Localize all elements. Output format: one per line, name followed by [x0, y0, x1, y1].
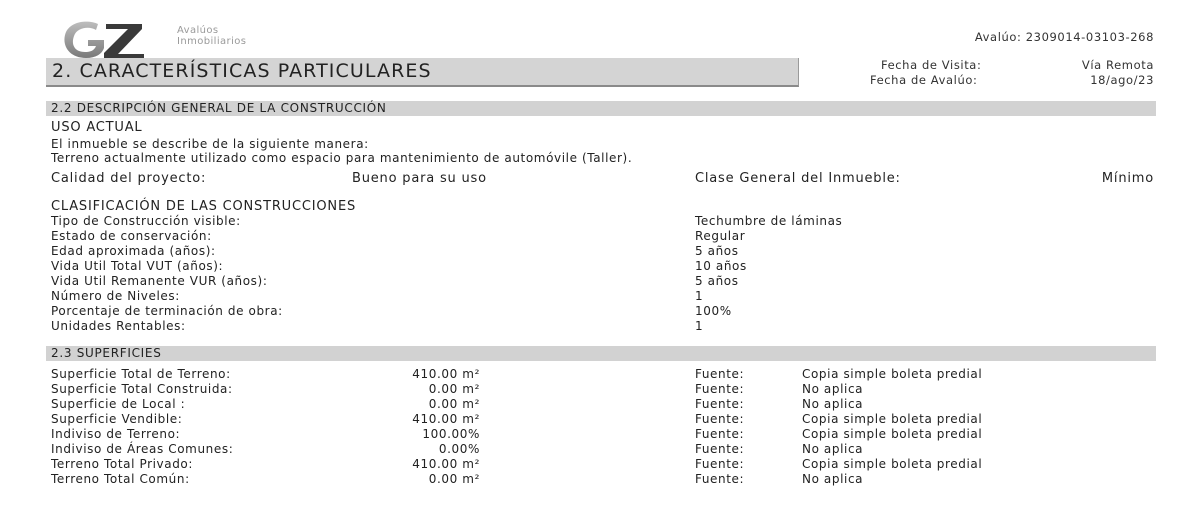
clasificacion-value: 1 — [695, 289, 704, 303]
fecha-avaluo-label: Fecha de Avalúo: — [870, 73, 978, 87]
superficie-label: Indiviso de Terreno: — [51, 427, 181, 441]
superficie-value: 410.00 m² — [412, 457, 480, 471]
clasificacion-label: Vida Util Total VUT (años): — [51, 259, 224, 273]
clasificacion-label: Unidades Rentables: — [51, 319, 186, 333]
superficie-label: Superficie de Local : — [51, 397, 186, 411]
logo-subtitle: Avalúos Inmobiliarios — [177, 25, 247, 47]
fuente-label: Fuente: — [695, 397, 745, 411]
superficie-label: Superficie Total Construida: — [51, 382, 233, 396]
clasificacion-value: Regular — [695, 229, 746, 243]
company-logo — [62, 18, 172, 60]
fecha-avaluo-value: 18/ago/23 — [1090, 73, 1154, 87]
fuente-value: No aplica — [802, 397, 864, 411]
clasificacion-label: Tipo de Construcción visible: — [51, 214, 241, 228]
superficie-value: 100.00% — [422, 427, 480, 441]
superficie-value: 410.00 m² — [412, 412, 480, 426]
fuente-label: Fuente: — [695, 367, 745, 381]
clasificacion-label: Estado de conservación: — [51, 229, 212, 243]
descripcion-line-2: Terreno actualmente utilizado como espacio para mantenimiento de automóvile (Taller). — [51, 151, 633, 165]
superficies-heading: 2.3 SUPERFICIES — [51, 346, 162, 360]
calidad-label: Calidad del proyecto: — [51, 171, 207, 186]
clasificacion-label: Porcentaje de terminación de obra: — [51, 304, 283, 318]
fuente-value: Copia simple boleta predial — [802, 367, 983, 381]
fuente-value: No aplica — [802, 442, 864, 456]
fuente-label: Fuente: — [695, 412, 745, 426]
fuente-value: Copia simple boleta predial — [802, 412, 983, 426]
superficie-value: 0.00 m² — [428, 472, 480, 486]
superficies-band — [46, 346, 1156, 361]
clasificacion-value: 100% — [695, 304, 732, 318]
clasificacion-value: Techumbre de láminas — [695, 214, 843, 228]
clasificacion-value: 5 años — [695, 244, 739, 258]
clasificacion-value: 1 — [695, 319, 704, 333]
superficie-label: Terreno Total Común: — [51, 472, 190, 486]
fuente-value: Copia simple boleta predial — [802, 457, 983, 471]
fuente-value: No aplica — [802, 472, 864, 486]
descripcion-heading: 2.2 DESCRIPCIÓN GENERAL DE LA CONSTRUCCIÓN — [51, 101, 387, 115]
superficie-label: Terreno Total Privado: — [51, 457, 194, 471]
clase-label: Clase General del Inmueble: — [695, 171, 901, 186]
clasificacion-label: Edad aproximada (años): — [51, 244, 216, 258]
fuente-value: Copia simple boleta predial — [802, 427, 983, 441]
fecha-visita-value: Vía Remota — [1081, 58, 1154, 72]
clasificacion-heading: CLASIFICACIÓN DE LAS CONSTRUCCIONES — [51, 199, 357, 214]
superficie-label: Superficie Vendible: — [51, 412, 183, 426]
fuente-label: Fuente: — [695, 427, 745, 441]
descripcion-line-1: El inmueble se describe de la siguiente manera: — [51, 137, 369, 151]
fecha-visita-label: Fecha de Visita: — [881, 58, 982, 72]
superficie-value: 410.00 m² — [412, 367, 480, 381]
superficie-label: Superficie Total de Terreno: — [51, 367, 231, 381]
fuente-label: Fuente: — [695, 457, 745, 471]
clasificacion-value: 5 años — [695, 274, 739, 288]
superficie-value: 0.00% — [438, 442, 480, 456]
uso-actual-label: USO ACTUAL — [51, 120, 143, 135]
clase-value: Mínimo — [1101, 171, 1154, 186]
clasificacion-label: Vida Util Remanente VUR (años): — [51, 274, 268, 288]
clasificacion-label: Número de Niveles: — [51, 289, 180, 303]
fuente-value: No aplica — [802, 382, 864, 396]
fuente-label: Fuente: — [695, 382, 745, 396]
superficie-value: 0.00 m² — [428, 382, 480, 396]
superficie-label: Indiviso de Áreas Comunes: — [51, 442, 234, 456]
section-title: 2. CARACTERÍSTICAS PARTICULARES — [52, 60, 432, 82]
avaluo-reference: Avalúo: 2309014-03103-268 — [974, 30, 1154, 44]
clasificacion-value: 10 años — [695, 259, 747, 273]
superficie-value: 0.00 m² — [428, 397, 480, 411]
fuente-label: Fuente: — [695, 472, 745, 486]
calidad-value: Bueno para su uso — [352, 171, 487, 186]
fuente-label: Fuente: — [695, 442, 745, 456]
